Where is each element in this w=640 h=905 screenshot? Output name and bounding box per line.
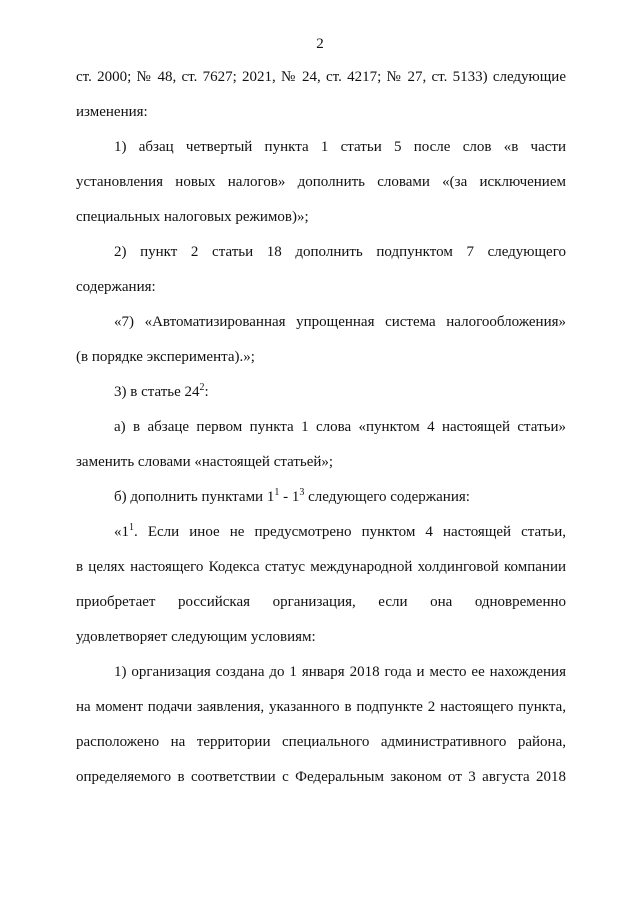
text-line: «7) «Автоматизированная упрощенная система налогообложения» bbox=[114, 314, 566, 330]
superscript: 2 bbox=[199, 382, 205, 393]
text-line: 1) организация создана до 1 января 2018 года и место ее нахождения bbox=[114, 664, 566, 680]
text-line-with-superscript bbox=[76, 375, 566, 410]
text-line: ст. 2000; № 48, ст. 7627; 2021, № 24, ст. 4217; № 27, ст. 5133) следующие bbox=[76, 69, 566, 85]
text-fragment: - 1 bbox=[279, 489, 300, 505]
text-fragment: . Если иное не предусмотрено пунктом 4 настоящей статьи, bbox=[134, 524, 566, 540]
document-body bbox=[76, 60, 566, 795]
text-line: определяемого в соответствии с Федеральным законом от 3 августа 2018 bbox=[76, 769, 566, 785]
text-line-with-superscript bbox=[76, 515, 566, 550]
text-line: приобретает российская организация, если она одновременно bbox=[76, 594, 566, 610]
text-line: удовлетворяет следующим условиям: bbox=[76, 629, 316, 645]
text-fragment: : bbox=[204, 384, 209, 400]
page-number: 2 bbox=[316, 36, 324, 52]
text-line: а) в абзаце первом пункта 1 слова «пунктом 4 настоящей статьи» bbox=[114, 419, 566, 435]
superscript: 1 bbox=[274, 487, 280, 498]
superscript: 3 bbox=[299, 487, 305, 498]
text-line: содержания: bbox=[76, 279, 156, 295]
text-line: установления новых налогов» дополнить словами «(за исключением bbox=[76, 174, 566, 190]
text-fragment: следующего содержания: bbox=[304, 489, 470, 505]
text-line: 1) абзац четвертый пункта 1 статьи 5 после слов «в части bbox=[114, 139, 566, 155]
text-line: в целях настоящего Кодекса статус международной холдинговой компании bbox=[76, 559, 566, 575]
text-fragment: 3) в статье 24 bbox=[114, 384, 200, 400]
text-line: специальных налоговых режимов)»; bbox=[76, 209, 309, 225]
text-fragment: «1 bbox=[114, 524, 129, 540]
text-line: 2) пункт 2 статьи 18 дополнить подпунктом 7 следующего bbox=[114, 244, 566, 260]
text-line: заменить словами «настоящей статьей»; bbox=[76, 454, 334, 470]
text-fragment: б) дополнить пунктами 1 bbox=[114, 489, 275, 505]
superscript: 1 bbox=[129, 522, 134, 533]
text-line: (в порядке эксперимента).»; bbox=[76, 349, 255, 365]
text-line: на момент подачи заявления, указанного в подпункте 2 настоящего пункта, bbox=[76, 699, 566, 715]
text-line: изменения: bbox=[76, 104, 148, 120]
text-line-with-superscript bbox=[76, 480, 566, 515]
text-line: расположено на территории специального административного района, bbox=[76, 734, 566, 750]
